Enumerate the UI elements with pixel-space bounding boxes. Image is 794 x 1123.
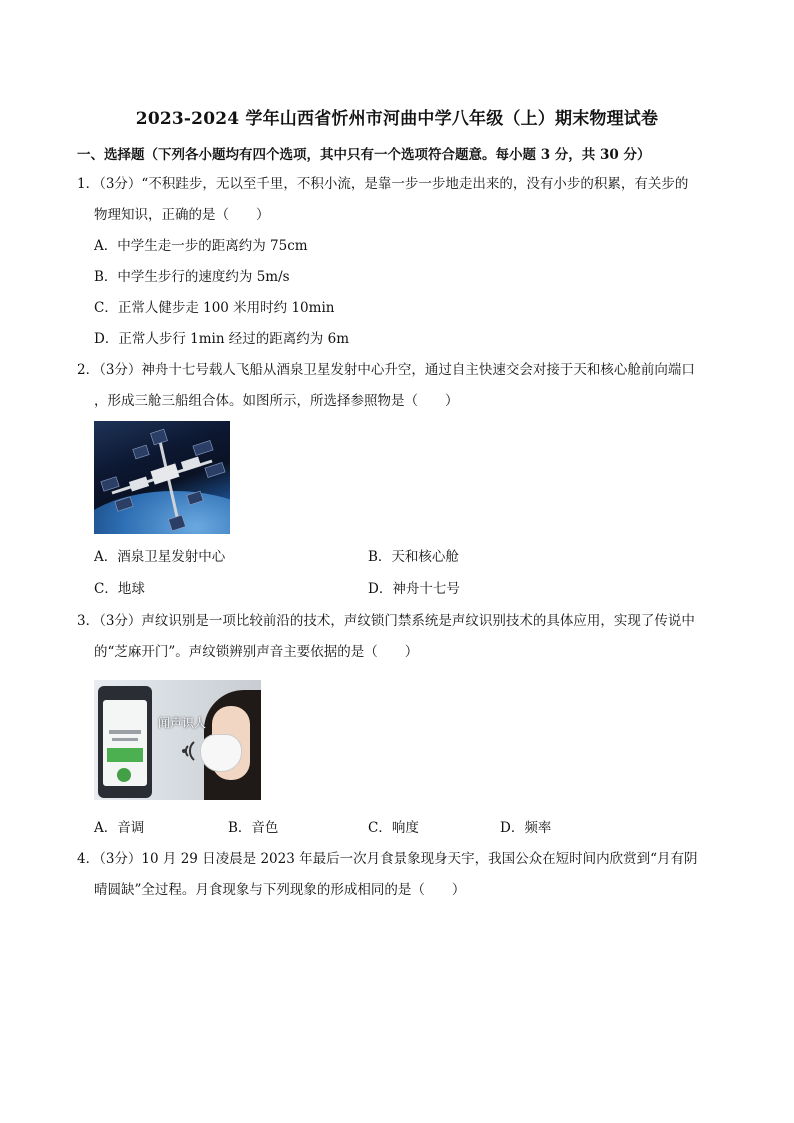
q1-option-b: B．中学生步行的速度约为 5m/s (94, 269, 290, 285)
q3-option-c: C．响度 (368, 820, 419, 836)
q3-option-d: D．频率 (500, 820, 552, 836)
q1-option-a: A．中学生走一步的距离约为 75cm (94, 238, 308, 254)
q2-option-d: D．神舟十七号 (368, 581, 460, 597)
q1-stem-line1: 1．（3分）“不积跬步，无以至千里，不积小流，是靠一步一步地走出来的，没有小步的积累，有关步的 (77, 176, 689, 192)
q3-option-b: B．音色 (228, 820, 279, 836)
lock-device (98, 686, 152, 798)
lock-screen (103, 700, 147, 786)
q4-stem-line2: 晴圆缺”全过程。月食现象与下列现象的形成相同的是（ ） (94, 882, 466, 898)
q1-option-c: C．正常人健步走 100 米用时约 10min (94, 300, 335, 316)
q2-option-b: B．天和核心舱 (368, 549, 459, 565)
sound-wave-icon (172, 736, 202, 766)
q3-stem-line1: 3．（3分）声纹识别是一项比较前沿的技术，声纹锁门禁系统是声纹识别技术的具体应用，实现了传说中 (77, 613, 695, 629)
q4-stem-line1: 4．（3分）10 月 29 日凌晨是 2023 年最后一次月食景象现身天宇，我国公众在短时间内欣赏到“月有阴 (77, 851, 698, 867)
page-title: 2023-2024 学年山西省忻州市河曲中学八年级（上）期末物理试卷 (135, 109, 659, 129)
section-heading: 一、选择题（下列各小题均有四个选项，其中只有一个选项符合题意。每小题 3 分，共 30 分） (77, 147, 651, 163)
face-mask (200, 734, 242, 772)
q2-stem-line2: ，形成三舱三船组合体。如图所示，所选择参照物是（ ） (94, 393, 459, 409)
q2-option-a: A．酒泉卫星发射中心 (94, 549, 226, 565)
space-station-icon (94, 421, 230, 534)
space-station-image (94, 421, 230, 534)
q2-option-c: C．地球 (94, 581, 145, 597)
q1-stem-line2: 物理知识，正确的是（ ） (94, 207, 270, 223)
checkmark-icon (117, 768, 131, 782)
image-caption: 闻声识人 (158, 716, 207, 730)
q3-option-a: A．音调 (94, 820, 145, 836)
voice-lock-image (94, 680, 261, 800)
q1-option-d: D．正常人步行 1min 经过的距离约为 6m (94, 331, 349, 347)
q3-stem-line2: 的“芝麻开门”。声纹锁辨别声音主要依据的是（ ） (94, 644, 419, 660)
q2-stem-line1: 2．（3分）神舟十七号载人飞船从酒泉卫星发射中心升空，通过自主快速交会对接于天和核心舱前向端口 (77, 362, 695, 378)
